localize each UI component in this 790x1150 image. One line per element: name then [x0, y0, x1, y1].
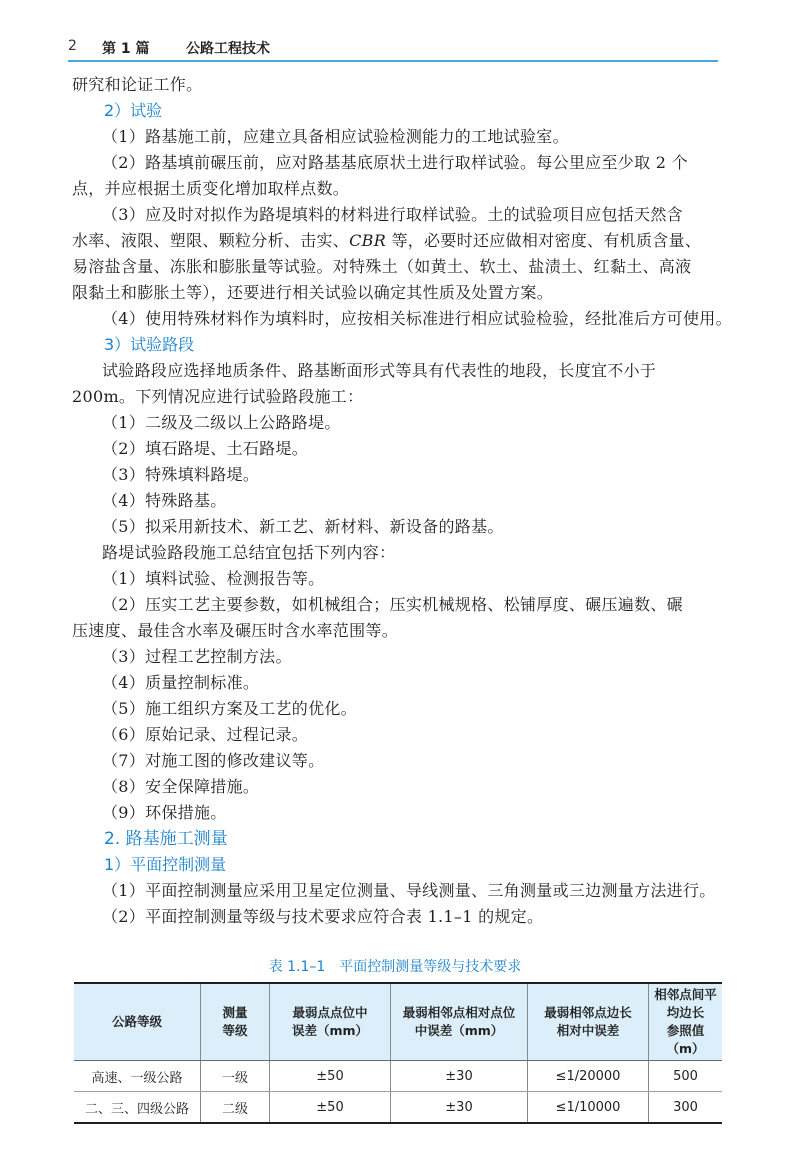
cell-side-error: ≤1/20000 [528, 1061, 649, 1092]
list-item: （5）施工组织方案及工艺的优化。 [102, 699, 357, 718]
cell-survey-grade: 一级 [201, 1061, 270, 1092]
table-caption: 表 1.1–1 平面控制测量等级与技术要求 [268, 959, 522, 975]
paragraph-line: 压速度、最佳含水率及碾压时含水率范围等。 [72, 621, 399, 640]
paragraph-line: 限黏土和膨胀土等），还要进行相关试验以确定其性质及处置方案。 [72, 283, 554, 302]
paragraph-line: 点，并应根据土质变化增加取样点数。 [72, 179, 350, 198]
body-text [72, 72, 732, 930]
header-road-grade: 公路等级 [74, 983, 201, 1061]
list-item: （1）填料试验、检测报告等。 [102, 569, 325, 588]
header-side-error: 最弱相邻点边长 相对中误差 [528, 983, 649, 1061]
list-item: （9）环保措施。 [102, 803, 227, 822]
chapter-title: 公路工程技术 [186, 41, 270, 57]
part-label: 第 1 篇 [102, 41, 150, 57]
header-relative-point-error: 最弱相邻点相对点位 中误差（mm） [391, 983, 528, 1061]
section-heading-survey: 2. 路基施工测量 [104, 829, 228, 849]
list-item: （3）特殊填料路堤。 [102, 465, 260, 484]
cell-point-error: ±50 [270, 1092, 391, 1124]
paragraph-line: 路堤试验路段施工总结宜包括下列内容： [102, 543, 396, 562]
paragraph-line [72, 228, 720, 254]
section-heading-plane-control: 1）平面控制测量 [104, 855, 227, 874]
header-survey-grade: 测量 等级 [201, 983, 270, 1061]
table-row [74, 1061, 722, 1092]
paragraph-line: 200m。下列情况应进行试验路段施工： [72, 387, 364, 406]
text-segment: 水率、液限、塑限、颗粒分析、击实、 [72, 231, 350, 250]
cell-average-side: 300 [649, 1092, 723, 1124]
paragraph-line: 研究和论证工作。 [72, 75, 203, 94]
section-heading-trial-section: 3）试验路段 [104, 335, 195, 354]
list-item: （3）过程工艺控制方法。 [102, 647, 292, 666]
list-item: （7）对施工图的修改建议等。 [102, 751, 325, 770]
cell-road-grade: 高速、一级公路 [74, 1061, 201, 1092]
cell-relative-point-error: ±30 [391, 1061, 528, 1092]
cell-survey-grade: 二级 [201, 1092, 270, 1124]
list-item: （2）填石路堤、土石路堤。 [102, 439, 309, 458]
cell-point-error: ±50 [270, 1061, 391, 1092]
control-survey-table [74, 982, 722, 1124]
section-heading-test: 2）试验 [104, 101, 163, 120]
list-item: （4）特殊路基。 [102, 491, 227, 510]
table-row [74, 1092, 722, 1124]
header-average-side: 相邻点间平均边长 参照值（m） [649, 983, 723, 1061]
cell-road-grade: 二、三、四级公路 [74, 1092, 201, 1124]
paragraph-line: （2）平面控制测量等级与技术要求应符合表 1.1–1 的规定。 [102, 907, 544, 926]
header-divider [68, 60, 718, 62]
page-number: 2 [68, 38, 77, 54]
cell-average-side: 500 [649, 1061, 723, 1092]
list-item: （1）二级及二级以上公路路堤。 [102, 413, 341, 432]
list-item: （6）原始记录、过程记录。 [102, 725, 309, 744]
table-header-row [74, 983, 722, 1061]
paragraph-line: （2）路基填前碾压前，应对路基基底原状土进行取样试验。每公里应至少取 2 个 [102, 153, 688, 172]
cbr-term: CBR [349, 231, 387, 250]
cell-side-error: ≤1/10000 [528, 1092, 649, 1124]
paragraph-line: 易溶盐含量、冻胀和膨胀量等试验。对特殊土（如黄土、软土、盐渍土、红黏土、高液 [72, 257, 692, 276]
text-segment: 等，必要时还应做相对密度、有机质含量、 [386, 231, 702, 250]
list-item: （5）拟采用新技术、新工艺、新材料、新设备的路基。 [102, 517, 504, 536]
paragraph-line: （1）平面控制测量应采用卫星定位测量、导线测量、三角测量或三边测量方法进行。 [102, 881, 716, 900]
list-item: （8）安全保障措施。 [102, 777, 260, 796]
header-point-error: 最弱点点位中 误差（mm） [270, 983, 391, 1061]
paragraph-line: 试验路段应选择地质条件、路基断面形式等具有代表性的地段，长度宜不小于 [102, 361, 657, 380]
cell-relative-point-error: ±30 [391, 1092, 528, 1124]
paragraph-line: （1）路基施工前，应建立具备相应试验检测能力的工地试验室。 [102, 127, 569, 146]
list-item: （4）质量控制标准。 [102, 673, 260, 692]
paragraph-line: （4）使用特殊材料作为填料时，应按相关标准进行相应试验检验，经批准后方可使用。 [102, 309, 732, 328]
list-item: （2）压实工艺主要参数，如机械组合；压实机械规格、松铺厚度、碾压遍数、碾 [102, 595, 683, 614]
paragraph-line: （3）应及时对拟作为路堤填料的材料进行取样试验。土的试验项目应包括天然含 [102, 205, 683, 224]
